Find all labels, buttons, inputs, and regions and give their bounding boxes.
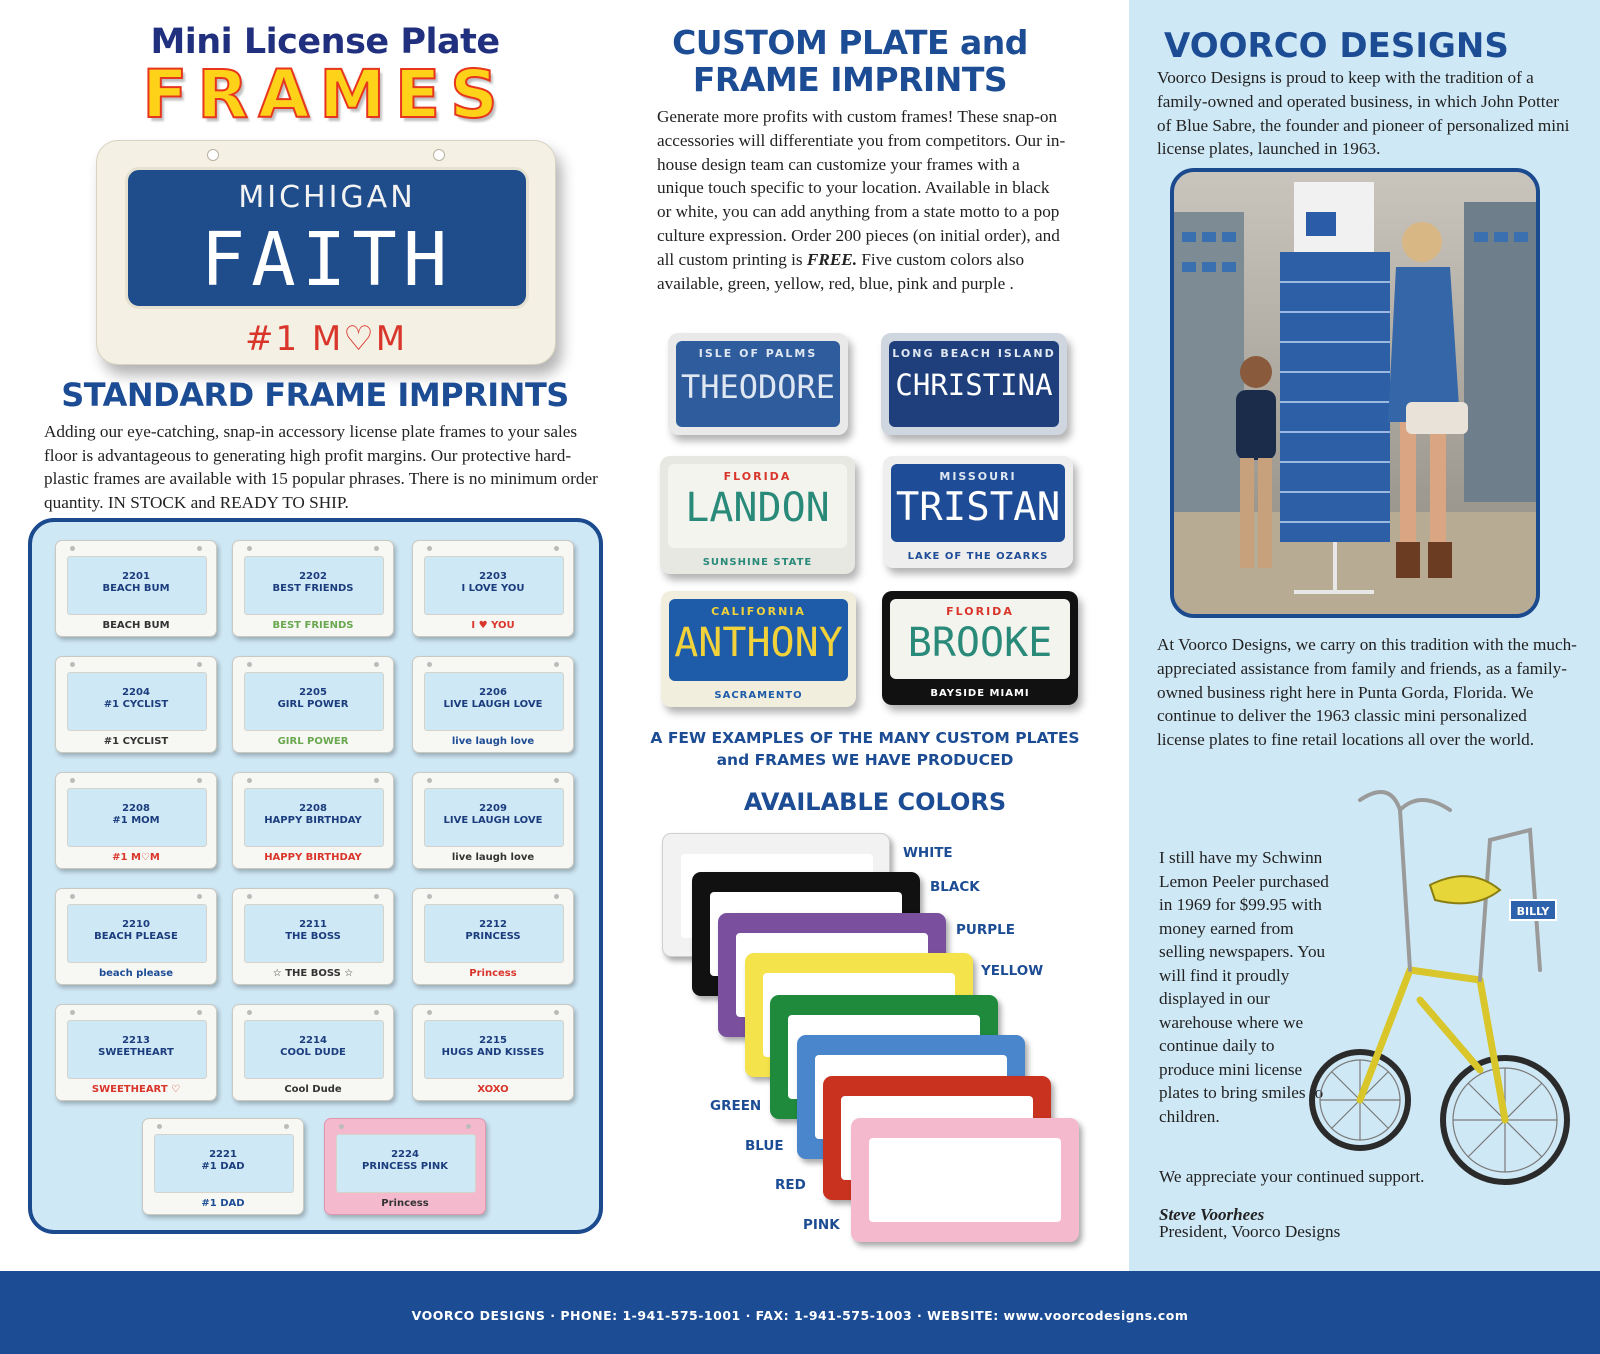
standard-description [44, 420, 604, 514]
screw-hole [374, 894, 379, 899]
frame-code: 2224 [391, 1149, 419, 1160]
frame-code-label [233, 571, 393, 595]
mini-title: Mini License Plate [150, 22, 500, 62]
frame-item [55, 1004, 217, 1101]
frame-imprint: BEST FRIENDS [272, 620, 354, 631]
screw-hole [433, 149, 445, 161]
frame-code-label [413, 803, 573, 827]
frame-code-label [233, 1035, 393, 1059]
color-label: PURPLE [956, 922, 1015, 938]
signature-name: Steve Voorhees [1159, 1205, 1265, 1224]
frame-code-label [56, 803, 216, 827]
frame-item [412, 772, 574, 869]
frame-item [412, 1004, 574, 1101]
frame-code: 2208 [122, 803, 150, 814]
screw-hole [70, 662, 75, 667]
standard-text: Adding our eye-catching, snap-in accessory license plate frames to your sales floor is advantageous to generating high profit margins. Our protective hard-plastic frames are available with 15 popular phrases. There is no minimum order quantity. [44, 422, 598, 512]
frame-label: LIVE LAUGH LOVE [443, 699, 543, 710]
frame-label: THE BOSS [285, 931, 341, 942]
frame-window [869, 1138, 1061, 1222]
screw-hole [554, 894, 559, 899]
screw-hole [247, 546, 252, 551]
screw-hole [284, 1124, 289, 1129]
screw-hole [70, 894, 75, 899]
custom-plate-name: TRISTAN [895, 485, 1061, 530]
frame-imprint: BEACH BUM [102, 620, 170, 631]
custom-plate [882, 591, 1078, 705]
frame-item [232, 888, 394, 985]
frame-imprint: live laugh love [451, 736, 535, 747]
screw-hole [197, 778, 202, 783]
frame-code: 2205 [299, 687, 327, 698]
frame-imprint: live laugh love [451, 852, 535, 863]
voorco-heading: VOORCO DESIGNS [1164, 26, 1509, 66]
color-label: RED [775, 1177, 806, 1193]
frame-imprint: HAPPY BIRTHDAY [264, 852, 362, 863]
frame-label: BEACH BUM [102, 583, 170, 594]
frame-imprint: Cool Dude [284, 1084, 342, 1095]
custom-plate-bottom: BAYSIDE MIAMI [930, 688, 1030, 699]
screw-hole [247, 778, 252, 783]
colors-heading: AVAILABLE COLORS [743, 788, 1007, 816]
custom-plate [881, 333, 1067, 435]
plate-name: FAITH [200, 217, 454, 303]
custom-text: Generate more profits with custom frames! These snap-on accessories will differentiate you from competitors. Our in-house design team can customize your frames with a unique touch specific to your location. Available in black or white, you can add anything from a state motto to a pop culture expression. Order 200 pieces (on initial order), and all custom printing is [657, 107, 1066, 269]
screw-hole [427, 546, 432, 551]
frame-code: 2212 [479, 919, 507, 930]
frame-imprint: #1 M♡M [112, 852, 160, 863]
custom-plate [660, 456, 855, 574]
screw-hole [247, 662, 252, 667]
frame-code-label [143, 1149, 303, 1173]
frame-imprint: ☆ THE BOSS ☆ [272, 968, 354, 979]
footer-contact-text: VOORCO DESIGNS · PHONE: 1-941-575-1001 · FAX: 1-941-575-1003 · WEBSITE: www.voorcodesigns.com [411, 1308, 1189, 1323]
color-label: GREEN [710, 1098, 762, 1114]
frame-item [412, 540, 574, 637]
custom-plate [668, 333, 848, 435]
frame-item [232, 656, 394, 753]
frame-code-label [56, 571, 216, 595]
screw-hole [70, 546, 75, 551]
examples-caption-line2: and FRAMES WE HAVE PRODUCED [716, 751, 1014, 769]
frame-code: 2202 [299, 571, 327, 582]
custom-plate-bottom: SUNSHINE STATE [702, 557, 813, 568]
frame-item [412, 888, 574, 985]
frame-item [55, 656, 217, 753]
frame-item [55, 772, 217, 869]
frame-code: 2204 [122, 687, 150, 698]
frame-code-label [413, 571, 573, 595]
color-label: BLACK [930, 879, 980, 895]
frame-item [55, 888, 217, 985]
frame-code-label [233, 687, 393, 711]
screw-hole [427, 662, 432, 667]
frame-item [55, 540, 217, 637]
frame-label: BEACH PLEASE [94, 931, 178, 942]
contact-footer [0, 1271, 1600, 1354]
color-label: BLUE [745, 1138, 784, 1154]
frame-label: PRINCESS PINK [362, 1161, 448, 1172]
frame-item [232, 772, 394, 869]
plate-frame-imprint: #1 M♡M [244, 319, 408, 359]
signature-title: President, Voorco Designs [1159, 1222, 1341, 1241]
custom-plate-bottom: LAKE OF THE OZARKS [907, 551, 1049, 562]
frame-item [142, 1118, 304, 1215]
frame-code: 2221 [209, 1149, 237, 1160]
store-photo-illustration [1174, 172, 1536, 614]
custom-plate-state: ISLE OF PALMS [698, 347, 818, 360]
frame-item [412, 656, 574, 753]
screw-hole [247, 1010, 252, 1015]
custom-plate-name: THEODORE [680, 368, 836, 406]
custom-plate [883, 456, 1073, 568]
frame-label: COOL DUDE [280, 1047, 346, 1058]
screw-hole [197, 662, 202, 667]
voorco-intro: Voorco Designs is proud to keep with the tradition of a family-owned and operated business, in which John Potter of Blue Sabre, the founder and pioneer of personalized mini license plates, launched in 1963. [1157, 68, 1570, 159]
frames-title: FRAMES [142, 56, 508, 133]
bike-quote: I still have my Schwinn Lemon Peeler purchased in 1969 for $99.95 with money earned from selling newspapers. You will find it proudly displayed in our warehouse where we continue daily to produce mini license plates to bring smiles to children. [1159, 848, 1329, 1126]
screw-hole [427, 894, 432, 899]
color-label: WHITE [903, 845, 953, 861]
frame-imprint: XOXO [477, 1084, 509, 1095]
frame-imprint: #1 DAD [201, 1198, 245, 1209]
frame-label: #1 MOM [112, 815, 160, 826]
store-display-photo [1170, 168, 1540, 618]
screw-hole [70, 1010, 75, 1015]
frame-code-label [56, 919, 216, 943]
screw-hole [554, 1010, 559, 1015]
frame-code: 2206 [479, 687, 507, 698]
frame-code: 2211 [299, 919, 327, 930]
appreciation-line: We appreciate your continued support. [1159, 1167, 1425, 1186]
voorco-body: At Voorco Designs, we carry on this tradition with the much-appreciated assistance from family and friends, as a family-owned business right here in Punta Gorda, Florida. We continue to deliver the 1963 classic mini personalized license plates to fine retail locations all over the world. [1157, 635, 1577, 750]
custom-plate-bottom: SACRAMENTO [714, 690, 803, 701]
color-frame-pink [851, 1118, 1079, 1242]
examples-caption-line1: A FEW EXAMPLES OF THE MANY CUSTOM PLATES [650, 729, 1080, 747]
frame-code: 2210 [122, 919, 150, 930]
frame-imprint: Princess [381, 1198, 429, 1209]
hero-license-plate [96, 140, 556, 365]
examples-caption [650, 727, 1080, 771]
frame-imprint: #1 CYCLIST [103, 736, 169, 747]
color-label: YELLOW [981, 963, 1044, 979]
screw-hole [197, 1010, 202, 1015]
custom-plate-state: CALIFORNIA [711, 605, 806, 618]
frame-label: PRINCESS [465, 931, 521, 942]
custom-plate-state: MISSOURI [939, 470, 1017, 483]
frame-code-label [56, 1035, 216, 1059]
custom-text-strong: FREE. [806, 249, 858, 269]
screw-hole [554, 662, 559, 667]
frame-label: #1 DAD [201, 1161, 245, 1172]
screw-hole [466, 1124, 471, 1129]
frame-label: SWEETHEART [98, 1047, 174, 1058]
standard-heading: STANDARD FRAME IMPRINTS [61, 376, 569, 414]
screw-hole [70, 778, 75, 783]
screw-hole [554, 778, 559, 783]
custom-heading-line1: CUSTOM PLATE and [672, 23, 1028, 62]
standard-text-strong: IN STOCK and READY TO SHIP [107, 492, 345, 512]
custom-heading [640, 24, 1060, 98]
frame-imprint: beach please [98, 968, 174, 979]
frame-label: HUGS AND KISSES [441, 1047, 545, 1058]
frame-label: HAPPY BIRTHDAY [264, 815, 362, 826]
bike-illustration [1300, 770, 1580, 1200]
plate-face [125, 167, 529, 309]
frame-imprint: Princess [469, 968, 517, 979]
frame-code: 2209 [479, 803, 507, 814]
color-label: PINK [803, 1217, 840, 1233]
lemon-peeler-bike-photo [1300, 770, 1580, 1200]
custom-plate-name: BROOKE [907, 620, 1053, 666]
screw-hole [374, 662, 379, 667]
frame-code: 2203 [479, 571, 507, 582]
frame-code-label [233, 919, 393, 943]
custom-plate-name: ANTHONY [674, 620, 843, 666]
standard-text-end: . [344, 492, 349, 512]
frame-code: 2201 [122, 571, 150, 582]
frame-code: 2214 [299, 1035, 327, 1046]
custom-plate-name: LANDON [685, 485, 830, 531]
screw-hole [207, 149, 219, 161]
custom-plate-state: FLORIDA [946, 605, 1014, 618]
screw-hole [427, 1010, 432, 1015]
custom-description [657, 105, 1067, 295]
bike-plate-text: BILLY [1516, 905, 1550, 918]
screw-hole [197, 894, 202, 899]
screw-hole [247, 894, 252, 899]
frame-code-label [325, 1149, 485, 1173]
frame-code: 2213 [122, 1035, 150, 1046]
screw-hole [427, 778, 432, 783]
frame-code-label [56, 687, 216, 711]
screw-hole [374, 546, 379, 551]
frame-label: #1 CYCLIST [103, 699, 169, 710]
frame-imprint: I ♥ YOU [471, 620, 515, 631]
screw-hole [157, 1124, 162, 1129]
custom-heading-line2: FRAME IMPRINTS [692, 60, 1008, 99]
frame-code-label [413, 687, 573, 711]
custom-plate-name: CHRISTINA [895, 368, 1053, 402]
custom-plate-state: LONG BEACH ISLAND [892, 347, 1056, 360]
custom-text-end: Five custom colors also available, green, yellow, red, blue, pink and purple . [657, 249, 1025, 293]
frame-imprint: GIRL POWER [277, 736, 349, 747]
frame-item [324, 1118, 486, 1215]
frame-label: I LOVE YOU [461, 583, 525, 594]
frame-label: BEST FRIENDS [272, 583, 354, 594]
screw-hole [374, 778, 379, 783]
frame-code-label [413, 919, 573, 943]
frame-item [232, 1004, 394, 1101]
screw-hole [197, 546, 202, 551]
frame-code: 2208 [299, 803, 327, 814]
frame-imprint: SWEETHEART ♡ [91, 1084, 181, 1095]
frame-code-label [413, 1035, 573, 1059]
plate-state: MICHIGAN [238, 180, 416, 215]
frame-label: LIVE LAUGH LOVE [443, 815, 543, 826]
screw-hole [374, 1010, 379, 1015]
frame-code-label [233, 803, 393, 827]
frame-code: 2215 [479, 1035, 507, 1046]
frame-label: GIRL POWER [277, 699, 349, 710]
custom-plate-state: FLORIDA [723, 470, 792, 483]
screw-hole [554, 546, 559, 551]
frame-item [232, 540, 394, 637]
custom-plate [661, 591, 856, 707]
screw-hole [339, 1124, 344, 1129]
